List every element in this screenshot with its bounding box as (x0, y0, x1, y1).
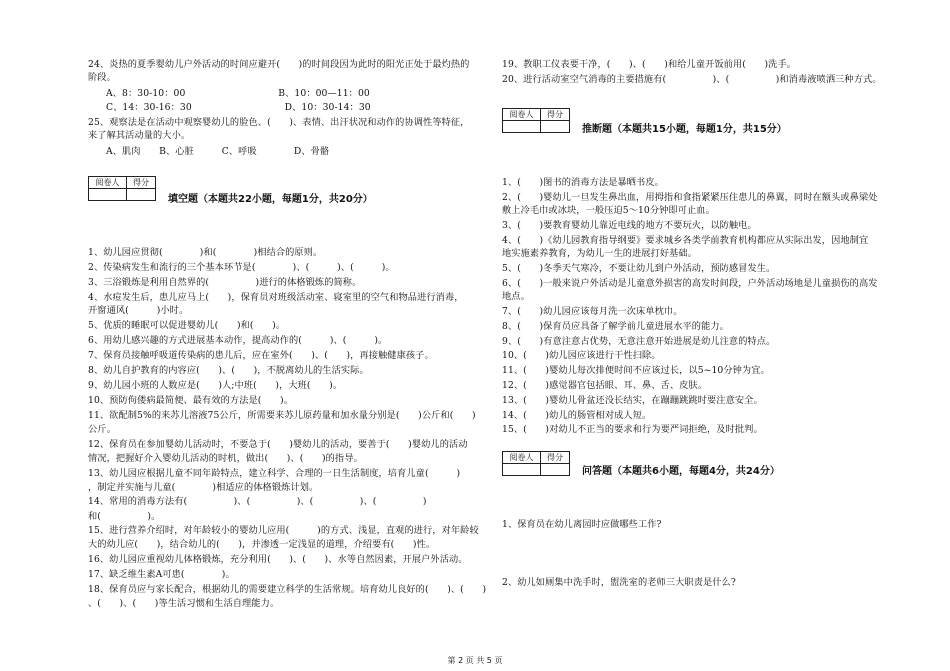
judgement-item: 2、( )婴幼儿一旦发生鼻出血，用拇指和食指紧紧压住患儿的鼻翼，同时在额头或鼻梁处 (502, 192, 878, 203)
fill-blank-item: 开窗通风( )小时。 (88, 305, 189, 316)
grader-cell (503, 121, 541, 133)
judgement-item: 3、( )要教育婴幼儿靠近电线的地方不要玩火，以防触电。 (502, 220, 757, 231)
judgement-item: 12、( )感觉器官包括眼、耳、鼻、舌、皮肤。 (502, 380, 708, 391)
judgement-item: 地实施素养教育，为幼儿一生的进展打好基础。 (502, 248, 698, 259)
fill-blank-item: 情况，把握好介入婴幼儿活动的时机，做出( )、( )的指导。 (88, 453, 363, 464)
fill-blank-item: 20、进行活动室空气消毒的主要措施有( )、( )和消毒液喷洒三种方式。 (502, 74, 882, 85)
score-box (502, 108, 570, 133)
qa-item: 1、保育员在幼儿离园时应做哪些工作? (502, 519, 662, 530)
judgement-item: 1、( )图书的消毒方法是暴晒书皮。 (502, 177, 664, 188)
question-25-options: A、肌肉 B、心脏 C、呼吸 D、骨骼 (106, 146, 330, 157)
fill-blank-item: 2、传染病发生和流行的三个基本环节是( )、( )、( )。 (88, 262, 395, 273)
section-title-qa: 问答题（本题共6小题，每题4分，共24分） (582, 466, 780, 477)
judgement-item: 5、( )冬季天气寒冷，不要让幼儿到户外活动，预防感冒发生。 (502, 263, 776, 274)
question-25-line: 来了解其活动量的大小。 (88, 130, 191, 141)
fill-blank-item: 16、幼儿园应重视幼儿体格锻炼，充分利用( )、( )、水等自然因素，开展户外活动。 (88, 554, 468, 565)
question-24-line: 24、炎热的夏季婴幼儿户外活动的时间应避开( )的时间段因为此时的阳光正处于最灼热的 (88, 59, 470, 70)
grader-label: 阅卷人 (503, 452, 541, 464)
judgement-item: 4、( )《幼儿园教育指导纲要》要求城乡各类学前教育机构都应从实际出发，因地制宜 (502, 235, 869, 246)
question-24-options: C、14：30-16：30 D、10：30-14：30 (106, 102, 371, 113)
fill-blank-item: 8、幼儿自护教育的内容应( )、( )，不脱离幼儿的生活实际。 (88, 365, 369, 376)
fill-blank-item: 9、幼儿园小班的人数应是( )人;中班( )，大班( )。 (88, 380, 343, 391)
fill-blank-item: 19、教职工仪表要干净，( )、( )和给儿童开饭前用( )洗手。 (502, 59, 797, 70)
judgement-item: 13、( )婴幼儿骨盆还没长结实，在蹦蹦跳跳时要注意安全。 (502, 395, 763, 406)
section-title-judgement: 推断题（本题共15小题，每题1分，共15分） (582, 124, 787, 135)
fill-blank-item: 3、三浴锻炼是利用自然界的( )进行的体格锻炼的简称。 (88, 277, 362, 288)
fill-blank-item: 10、预防佝偻病最简便、最有效的方法是( )。 (88, 395, 294, 406)
fill-blank-item: 13、幼儿园应根据儿童不同年龄特点，建立科学、合理的一日生活制度，培育儿童( ) (88, 468, 461, 479)
score-label: 得分 (541, 109, 570, 121)
judgement-item: 11、( )婴幼儿每次排便时间不应该过长，以5~10分钟为宜。 (502, 365, 770, 376)
judgement-item: 6、( )一般来说户外活动是儿童意外损害的高发时间段，户外活动场地是儿童损伤的高发 (502, 278, 878, 289)
grader-cell (503, 464, 541, 476)
judgement-item: 地点。 (502, 291, 530, 302)
score-box (88, 176, 156, 201)
fill-blank-item: 7、保育员接触呼吸道传染病的患儿后，应在室外( )、( )，再接触健康孩子。 (88, 350, 434, 361)
fill-blank-item: 14、常用的消毒方法有( )、( )、( )、( ) (88, 496, 427, 507)
qa-item: 2、幼儿如厕集中洗手时，盥洗室的老师三大职责是什么? (502, 577, 736, 588)
judgement-item: 8、( )保育员应具备了解学前儿童进展水平的能力。 (502, 321, 729, 332)
fill-blank-item: 12、保育员在参加婴幼儿活动时，不要急于( )婴幼儿的活动，要善于( )婴幼儿的活动 (88, 439, 468, 450)
judgement-item: 14、( )幼儿的肠管相对成人短。 (502, 410, 652, 421)
fill-blank-item: 大的幼儿应( )，结合幼儿的( )，并渗透一定浅显的道理，介绍要有( )性。 (88, 539, 436, 550)
fill-blank-item: 11、欲配制5%的来苏儿溶液75公斤，所需要来苏儿原药量和加水量分别是( )公斤和( ) (88, 410, 476, 421)
score-label: 得分 (127, 177, 156, 189)
fill-blank-item: 4、水痘发生后，患儿应马上( )，保育员对班级活动室、寝室里的空气和物品进行消毒， (88, 292, 464, 303)
fill-blank-item: ，制定并实施与儿童( )相适应的体格锻炼计划。 (88, 482, 319, 493)
fill-blank-item: 5、优质的睡眠可以促进婴幼儿( )和( )。 (88, 320, 286, 331)
score-cell (541, 121, 570, 133)
score-box (502, 451, 570, 476)
judgement-item: 15、( )对幼儿不正当的要求和行为要严词拒绝，及时批判。 (502, 424, 763, 435)
page-footer: 第 2 页 共 5 页 (447, 656, 503, 665)
grader-label: 阅卷人 (89, 177, 127, 189)
fill-blank-item: 6、用幼儿感兴趣的方式进展基本动作，提高动作的( )、( )。 (88, 335, 388, 346)
fill-blank-item: 公斤。 (88, 424, 116, 435)
fill-blank-item: 1、幼儿园应贯彻( )和( )相结合的原则。 (88, 247, 323, 258)
judgement-item: 敷上冷毛巾或冰块，一般压迫5～10分钟即可止血。 (502, 205, 715, 216)
judgement-item: 10、( )幼儿园应该进行干性扫除。 (502, 350, 661, 361)
judgement-item: 7、( )幼儿园应该每月洗一次床单枕巾。 (502, 306, 683, 317)
fill-blank-item: 和( )。 (88, 511, 161, 522)
grader-cell (89, 189, 127, 201)
question-24-options: A、8：30-10：00 B、10：00—11：00 (106, 88, 370, 99)
question-25-line: 25、观察法是在活动中观察婴幼儿的脸色、( )、表情、出汗状况和动作的协调性等特征， (88, 117, 470, 128)
judgement-item: 9、( )有意注意占优势，无意注意开始进展是幼儿注意的特点。 (502, 336, 776, 347)
fill-blank-item: 、( )、( )等生活习惯和生活自理能力。 (88, 598, 280, 609)
grader-label: 阅卷人 (503, 109, 541, 121)
fill-blank-item: 18、保育员应与家长配合，根据幼儿的需要建立科学的生活常规。培育幼儿良好的( )、( ) (88, 584, 487, 595)
score-cell (541, 464, 570, 476)
section-title-fill-blank: 填空题（本题共22小题，每题1分，共20分） (168, 194, 373, 205)
score-label: 得分 (541, 452, 570, 464)
fill-blank-item: 17、缺乏维生素A可患( )。 (88, 569, 235, 580)
score-cell (127, 189, 156, 201)
fill-blank-item: 15、进行营养介绍时，对年龄较小的婴幼儿应用( )的方式、浅显，直观的进行，对年龄较 (88, 525, 479, 536)
question-24-line: 阶段。 (88, 72, 116, 83)
